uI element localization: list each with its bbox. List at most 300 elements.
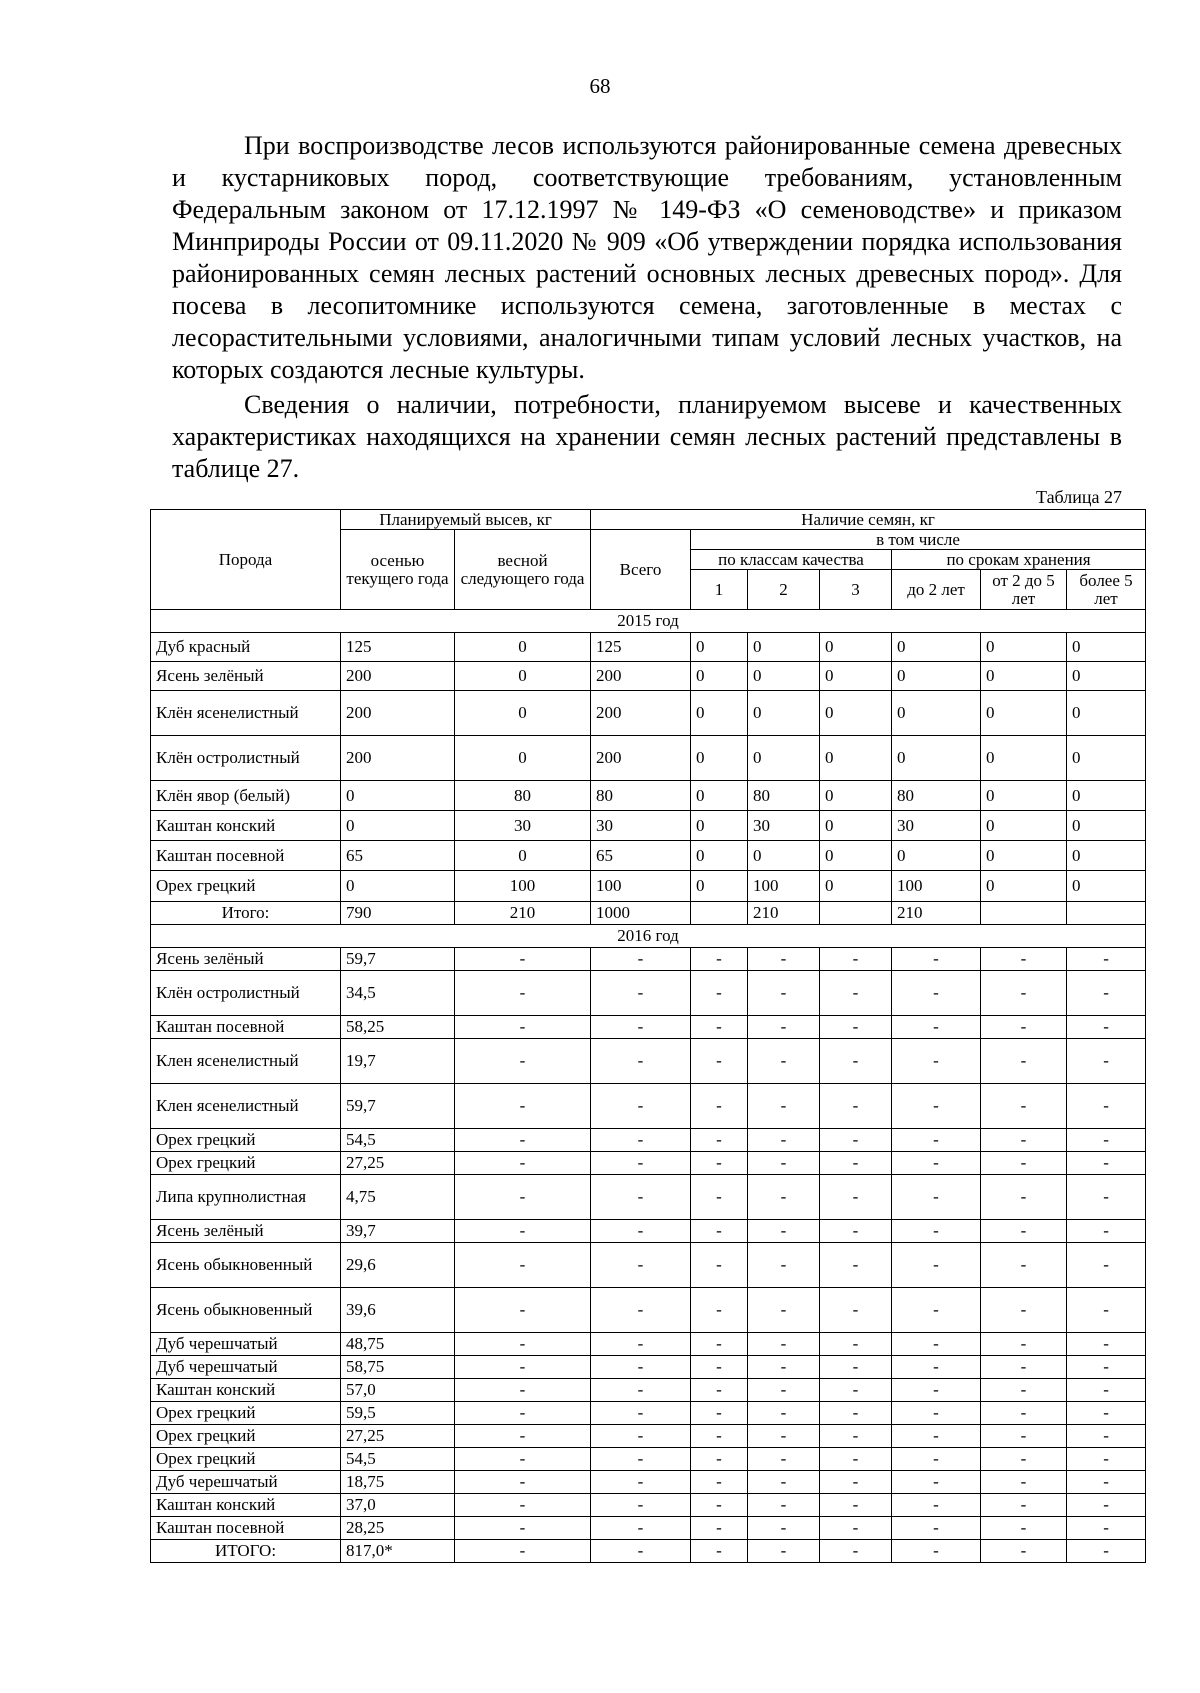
cell-spring: - — [455, 1379, 591, 1402]
cell-autumn: 54,5 — [341, 1448, 455, 1471]
cell-spring: - — [455, 1448, 591, 1471]
table-row — [151, 1243, 1146, 1288]
header-planned-sowing: Планируемый высев, кг — [341, 510, 591, 530]
total-class-2: - — [748, 1540, 820, 1563]
table-row — [151, 1379, 1146, 1402]
paragraph-table-reference — [172, 389, 1122, 485]
cell-2-to-5-years: - — [981, 1220, 1067, 1243]
cell-class-2: - — [748, 1016, 820, 1039]
cell-species: Клён остролистный — [151, 736, 341, 781]
cell-2-to-5-years: 0 — [981, 781, 1067, 811]
cell-over-5-years: - — [1067, 948, 1146, 971]
cell-class-1: 0 — [691, 811, 748, 841]
cell-over-5-years: 0 — [1067, 841, 1146, 871]
cell-class-2: - — [748, 1175, 820, 1220]
cell-class-1: - — [691, 1425, 748, 1448]
cell-class-2: - — [748, 948, 820, 971]
cell-over-5-years: 0 — [1067, 781, 1146, 811]
cell-class-2: 0 — [748, 691, 820, 736]
cell-spring: 30 — [455, 811, 591, 841]
total-species: Итого: — [151, 902, 341, 925]
cell-over-5-years: - — [1067, 1471, 1146, 1494]
cell-class-1: 0 — [691, 781, 748, 811]
header-total: Всего — [591, 530, 691, 610]
cell-species: Орех грецкий — [151, 1425, 341, 1448]
cell-class-1: 0 — [691, 633, 748, 662]
header-seed-availability: Наличие семян, кг — [591, 510, 1146, 530]
cell-autumn: 28,25 — [341, 1517, 455, 1540]
cell-2-to-5-years: - — [981, 1425, 1067, 1448]
cell-class-3: 0 — [820, 841, 892, 871]
cell-total: 200 — [591, 736, 691, 781]
table-row — [151, 1220, 1146, 1243]
total-over-5-years: - — [1067, 1540, 1146, 1563]
cell-2-to-5-years: - — [981, 1016, 1067, 1039]
cell-over-5-years: - — [1067, 1016, 1146, 1039]
cell-class-2: 0 — [748, 841, 820, 871]
cell-total: - — [591, 1220, 691, 1243]
cell-2-to-5-years: 0 — [981, 633, 1067, 662]
cell-species: Ясень зелёный — [151, 948, 341, 971]
cell-autumn: 57,0 — [341, 1379, 455, 1402]
cell-spring: 100 — [455, 871, 591, 902]
cell-class-2: - — [748, 1379, 820, 1402]
header-class-1: 1 — [691, 570, 748, 610]
cell-class-3: 0 — [820, 691, 892, 736]
cell-species: Дуб черешчатый — [151, 1471, 341, 1494]
cell-up-to-2-years: 0 — [892, 662, 981, 691]
cell-total: - — [591, 1356, 691, 1379]
total-row — [151, 1540, 1146, 1563]
cell-class-3: - — [820, 1288, 892, 1333]
cell-class-3: - — [820, 1175, 892, 1220]
table-row — [151, 691, 1146, 736]
cell-autumn: 39,6 — [341, 1288, 455, 1333]
cell-species: Клён явор (белый) — [151, 781, 341, 811]
table-row — [151, 948, 1146, 971]
table-row — [151, 1448, 1146, 1471]
cell-total: - — [591, 1175, 691, 1220]
cell-2-to-5-years: - — [981, 1448, 1067, 1471]
cell-class-3: 0 — [820, 871, 892, 902]
cell-autumn: 59,7 — [341, 1084, 455, 1129]
cell-class-2: 0 — [748, 662, 820, 691]
cell-up-to-2-years: - — [892, 1288, 981, 1333]
cell-class-2: - — [748, 1356, 820, 1379]
cell-up-to-2-years: - — [892, 1356, 981, 1379]
cell-species: Дуб черешчатый — [151, 1356, 341, 1379]
cell-up-to-2-years: - — [892, 1175, 981, 1220]
cell-autumn: 27,25 — [341, 1425, 455, 1448]
table-row — [151, 1039, 1146, 1084]
cell-autumn: 0 — [341, 871, 455, 902]
cell-up-to-2-years: 0 — [892, 633, 981, 662]
cell-species: Орех грецкий — [151, 1402, 341, 1425]
cell-up-to-2-years: - — [892, 1425, 981, 1448]
cell-class-1: - — [691, 1379, 748, 1402]
cell-total: - — [591, 971, 691, 1016]
cell-total: - — [591, 1425, 691, 1448]
cell-up-to-2-years: 30 — [892, 811, 981, 841]
cell-total: - — [591, 1494, 691, 1517]
cell-species: Клен ясенелистный — [151, 1084, 341, 1129]
cell-autumn: 37,0 — [341, 1494, 455, 1517]
total-row — [151, 902, 1146, 925]
cell-up-to-2-years: - — [892, 1243, 981, 1288]
cell-spring: - — [455, 1084, 591, 1129]
paragraph-text: При воспроизводстве лесов используются районированные семена древесных и кустарниковых пород, соответствующие требованиям, установленным Федеральным законом от 17.12.1997 № 149-ФЗ «О семеноводстве» и приказом Минприроды России от 09.11.2020 № 909 «Об утверждении порядка использования районированных семян лесных растений основных лесных древесных пород». Для посева в лесопитомнике используются семена, заготовленные в местах с лесорастительными условиями, аналогичными типам условий лесных участков, на которых создаются лесные культуры. — [172, 131, 1122, 384]
cell-class-1: 0 — [691, 871, 748, 902]
cell-2-to-5-years: - — [981, 1084, 1067, 1129]
cell-class-3: - — [820, 1402, 892, 1425]
cell-class-1: - — [691, 971, 748, 1016]
total-up-to-2-years: 210 — [892, 902, 981, 925]
cell-2-to-5-years: - — [981, 1175, 1067, 1220]
cell-class-3: - — [820, 1333, 892, 1356]
cell-up-to-2-years: 80 — [892, 781, 981, 811]
table-row — [151, 1517, 1146, 1540]
cell-spring: - — [455, 1333, 591, 1356]
cell-2-to-5-years: - — [981, 948, 1067, 971]
cell-class-1: - — [691, 1220, 748, 1243]
cell-class-2: - — [748, 1243, 820, 1288]
table-header — [151, 510, 1146, 610]
cell-species: Клён остролистный — [151, 971, 341, 1016]
header-2-to-5-years: от 2 до 5 лет — [981, 570, 1067, 610]
cell-class-2: - — [748, 1517, 820, 1540]
cell-class-2: - — [748, 1333, 820, 1356]
table-row — [151, 1356, 1146, 1379]
cell-autumn: 59,5 — [341, 1402, 455, 1425]
cell-class-3: - — [820, 1220, 892, 1243]
header-autumn: осенью текущего года — [341, 530, 455, 610]
year-label: 2015 год — [151, 610, 1146, 633]
header-class-3: 3 — [820, 570, 892, 610]
cell-class-3: - — [820, 971, 892, 1016]
cell-class-3: - — [820, 1448, 892, 1471]
cell-2-to-5-years: - — [981, 1039, 1067, 1084]
cell-autumn: 29,6 — [341, 1243, 455, 1288]
cell-spring: - — [455, 1016, 591, 1039]
cell-species: Каштан посевной — [151, 1517, 341, 1540]
cell-2-to-5-years: 0 — [981, 691, 1067, 736]
year-label: 2016 год — [151, 925, 1146, 948]
cell-up-to-2-years: 0 — [892, 736, 981, 781]
cell-2-to-5-years: - — [981, 1494, 1067, 1517]
total-class-3 — [820, 902, 892, 925]
cell-class-2: - — [748, 971, 820, 1016]
cell-autumn: 34,5 — [341, 971, 455, 1016]
cell-up-to-2-years: - — [892, 1448, 981, 1471]
table-row — [151, 736, 1146, 781]
cell-class-3: - — [820, 1016, 892, 1039]
cell-species: Ясень обыкновенный — [151, 1243, 341, 1288]
cell-total: - — [591, 1333, 691, 1356]
cell-over-5-years: - — [1067, 1517, 1146, 1540]
cell-class-3: - — [820, 1356, 892, 1379]
cell-total: - — [591, 1039, 691, 1084]
cell-total: - — [591, 948, 691, 971]
cell-2-to-5-years: - — [981, 1402, 1067, 1425]
table-row — [151, 1152, 1146, 1175]
cell-spring: - — [455, 1175, 591, 1220]
cell-class-1: - — [691, 1175, 748, 1220]
cell-class-3: 0 — [820, 662, 892, 691]
cell-class-1: - — [691, 1494, 748, 1517]
cell-class-2: 100 — [748, 871, 820, 902]
cell-total: 200 — [591, 662, 691, 691]
cell-total: 125 — [591, 633, 691, 662]
header-class-2: 2 — [748, 570, 820, 610]
cell-class-2: 0 — [748, 633, 820, 662]
cell-class-2: - — [748, 1425, 820, 1448]
table-row — [151, 841, 1146, 871]
cell-over-5-years: 0 — [1067, 691, 1146, 736]
cell-autumn: 27,25 — [341, 1152, 455, 1175]
cell-2-to-5-years: - — [981, 1243, 1067, 1288]
table-row — [151, 662, 1146, 691]
total-autumn: 790 — [341, 902, 455, 925]
cell-spring: - — [455, 971, 591, 1016]
table-caption: Таблица 27 — [1036, 487, 1122, 507]
cell-class-2: - — [748, 1288, 820, 1333]
cell-species: Каштан посевной — [151, 841, 341, 871]
cell-autumn: 58,75 — [341, 1356, 455, 1379]
cell-over-5-years: - — [1067, 971, 1146, 1016]
cell-up-to-2-years: - — [892, 1517, 981, 1540]
table-row — [151, 871, 1146, 902]
table-row — [151, 1471, 1146, 1494]
cell-total: 100 — [591, 871, 691, 902]
cell-class-1: - — [691, 1016, 748, 1039]
cell-class-1: - — [691, 1356, 748, 1379]
cell-class-1: - — [691, 1471, 748, 1494]
cell-class-2: - — [748, 1402, 820, 1425]
cell-over-5-years: 0 — [1067, 871, 1146, 902]
cell-class-1: - — [691, 1084, 748, 1129]
cell-over-5-years: - — [1067, 1379, 1146, 1402]
cell-class-3: 0 — [820, 811, 892, 841]
header-over-5-years: более 5 лет — [1067, 570, 1146, 610]
total-total: - — [591, 1540, 691, 1563]
cell-species: Каштан конский — [151, 811, 341, 841]
cell-total: - — [591, 1243, 691, 1288]
cell-spring: - — [455, 1152, 591, 1175]
cell-over-5-years: - — [1067, 1356, 1146, 1379]
cell-over-5-years: - — [1067, 1129, 1146, 1152]
cell-spring: - — [455, 1039, 591, 1084]
total-total: 1000 — [591, 902, 691, 925]
cell-spring: - — [455, 1494, 591, 1517]
cell-species: Ясень зелёный — [151, 1220, 341, 1243]
cell-spring: 80 — [455, 781, 591, 811]
cell-spring: - — [455, 1288, 591, 1333]
table-row — [151, 1333, 1146, 1356]
table-row — [151, 633, 1146, 662]
cell-spring: 0 — [455, 633, 591, 662]
cell-class-2: - — [748, 1039, 820, 1084]
cell-total: - — [591, 1016, 691, 1039]
header-spring: весной следующего года — [455, 530, 591, 610]
cell-total: 30 — [591, 811, 691, 841]
cell-up-to-2-years: - — [892, 1494, 981, 1517]
cell-class-2: 30 — [748, 811, 820, 841]
cell-over-5-years: - — [1067, 1494, 1146, 1517]
cell-over-5-years: - — [1067, 1175, 1146, 1220]
paragraph-intro — [172, 130, 1122, 386]
cell-species: Ясень обыкновенный — [151, 1288, 341, 1333]
cell-spring: - — [455, 1129, 591, 1152]
cell-autumn: 200 — [341, 691, 455, 736]
cell-over-5-years: - — [1067, 1220, 1146, 1243]
table-row — [151, 1175, 1146, 1220]
cell-total: - — [591, 1084, 691, 1129]
cell-2-to-5-years: 0 — [981, 662, 1067, 691]
cell-autumn: 0 — [341, 811, 455, 841]
total-class-3: - — [820, 1540, 892, 1563]
page-number: 68 — [589, 74, 611, 98]
cell-species: Дуб черешчатый — [151, 1333, 341, 1356]
cell-spring: - — [455, 1220, 591, 1243]
table-row — [151, 811, 1146, 841]
cell-class-3: - — [820, 1129, 892, 1152]
cell-over-5-years: - — [1067, 1402, 1146, 1425]
cell-class-3: - — [820, 1039, 892, 1084]
cell-species: Клён ясенелистный — [151, 691, 341, 736]
cell-spring: 0 — [455, 736, 591, 781]
cell-up-to-2-years: - — [892, 1333, 981, 1356]
cell-over-5-years: - — [1067, 1288, 1146, 1333]
cell-2-to-5-years: - — [981, 1288, 1067, 1333]
cell-over-5-years: - — [1067, 1425, 1146, 1448]
cell-class-1: - — [691, 1129, 748, 1152]
cell-class-3: - — [820, 1084, 892, 1129]
cell-autumn: 0 — [341, 781, 455, 811]
cell-class-1: - — [691, 948, 748, 971]
table-row — [151, 1402, 1146, 1425]
cell-spring: - — [455, 948, 591, 971]
cell-species: Липа крупнолистная — [151, 1175, 341, 1220]
cell-spring: - — [455, 1243, 591, 1288]
cell-class-3: - — [820, 1379, 892, 1402]
cell-total: - — [591, 1448, 691, 1471]
table-body — [151, 610, 1146, 1563]
cell-over-5-years: - — [1067, 1243, 1146, 1288]
cell-autumn: 48,75 — [341, 1333, 455, 1356]
cell-over-5-years: 0 — [1067, 662, 1146, 691]
cell-2-to-5-years: 0 — [981, 841, 1067, 871]
cell-2-to-5-years: - — [981, 1333, 1067, 1356]
table-row — [151, 1425, 1146, 1448]
cell-up-to-2-years: - — [892, 1039, 981, 1084]
cell-species: Орех грецкий — [151, 871, 341, 902]
cell-spring: - — [455, 1471, 591, 1494]
total-class-1 — [691, 902, 748, 925]
cell-class-2: - — [748, 1129, 820, 1152]
total-2-to-5-years: - — [981, 1540, 1067, 1563]
cell-up-to-2-years: 100 — [892, 871, 981, 902]
cell-class-1: - — [691, 1243, 748, 1288]
cell-class-1: - — [691, 1152, 748, 1175]
cell-over-5-years: 0 — [1067, 811, 1146, 841]
cell-over-5-years: - — [1067, 1448, 1146, 1471]
cell-class-1: - — [691, 1517, 748, 1540]
cell-over-5-years: - — [1067, 1333, 1146, 1356]
cell-total: - — [591, 1517, 691, 1540]
table-row — [151, 781, 1146, 811]
cell-species: Каштан конский — [151, 1379, 341, 1402]
cell-spring: 0 — [455, 841, 591, 871]
header-by-storage-term: по срокам хранения — [892, 550, 1146, 570]
cell-autumn: 59,7 — [341, 948, 455, 971]
cell-class-3: 0 — [820, 781, 892, 811]
paragraph-text: Сведения о наличии, потребности, планируемом высеве и качественных характеристиках находящихся на хранении семян лесных растений представлены в таблице 27. — [172, 390, 1122, 483]
cell-2-to-5-years: 0 — [981, 811, 1067, 841]
cell-class-1: 0 — [691, 662, 748, 691]
header-by-quality-class: по классам качества — [691, 550, 892, 570]
cell-up-to-2-years: - — [892, 1471, 981, 1494]
total-spring: - — [455, 1540, 591, 1563]
year-row — [151, 610, 1146, 633]
cell-species: Орех грецкий — [151, 1129, 341, 1152]
seeds-table — [150, 509, 1146, 1563]
cell-spring: 0 — [455, 691, 591, 736]
cell-total: - — [591, 1471, 691, 1494]
table-row — [151, 1016, 1146, 1039]
cell-autumn: 18,75 — [341, 1471, 455, 1494]
cell-spring: - — [455, 1402, 591, 1425]
cell-class-3: - — [820, 1471, 892, 1494]
cell-class-1: 0 — [691, 691, 748, 736]
cell-up-to-2-years: 0 — [892, 691, 981, 736]
total-class-2: 210 — [748, 902, 820, 925]
cell-class-3: 0 — [820, 736, 892, 781]
cell-up-to-2-years: - — [892, 1016, 981, 1039]
table-row — [151, 1129, 1146, 1152]
cell-over-5-years: 0 — [1067, 736, 1146, 781]
cell-autumn: 125 — [341, 633, 455, 662]
total-over-5-years — [1067, 902, 1146, 925]
cell-up-to-2-years: 0 — [892, 841, 981, 871]
header-including: в том числе — [691, 530, 1146, 550]
cell-spring: - — [455, 1517, 591, 1540]
table-row — [151, 1084, 1146, 1129]
cell-class-1: - — [691, 1402, 748, 1425]
cell-total: 80 — [591, 781, 691, 811]
cell-species: Ясень зелёный — [151, 662, 341, 691]
cell-total: - — [591, 1288, 691, 1333]
cell-species: Орех грецкий — [151, 1448, 341, 1471]
total-species: ИТОГО: — [151, 1540, 341, 1563]
header-up-to-2-years: до 2 лет — [892, 570, 981, 610]
cell-class-3: - — [820, 1517, 892, 1540]
cell-2-to-5-years: - — [981, 971, 1067, 1016]
cell-species: Клен ясенелистный — [151, 1039, 341, 1084]
table-row — [151, 1288, 1146, 1333]
total-class-1: - — [691, 1540, 748, 1563]
cell-2-to-5-years: - — [981, 1471, 1067, 1494]
total-2-to-5-years — [981, 902, 1067, 925]
cell-autumn: 58,25 — [341, 1016, 455, 1039]
cell-species: Дуб красный — [151, 633, 341, 662]
cell-autumn: 65 — [341, 841, 455, 871]
cell-total: - — [591, 1379, 691, 1402]
cell-spring: - — [455, 1356, 591, 1379]
cell-autumn: 4,75 — [341, 1175, 455, 1220]
cell-up-to-2-years: - — [892, 1402, 981, 1425]
cell-class-1: - — [691, 1333, 748, 1356]
cell-class-2: 0 — [748, 736, 820, 781]
